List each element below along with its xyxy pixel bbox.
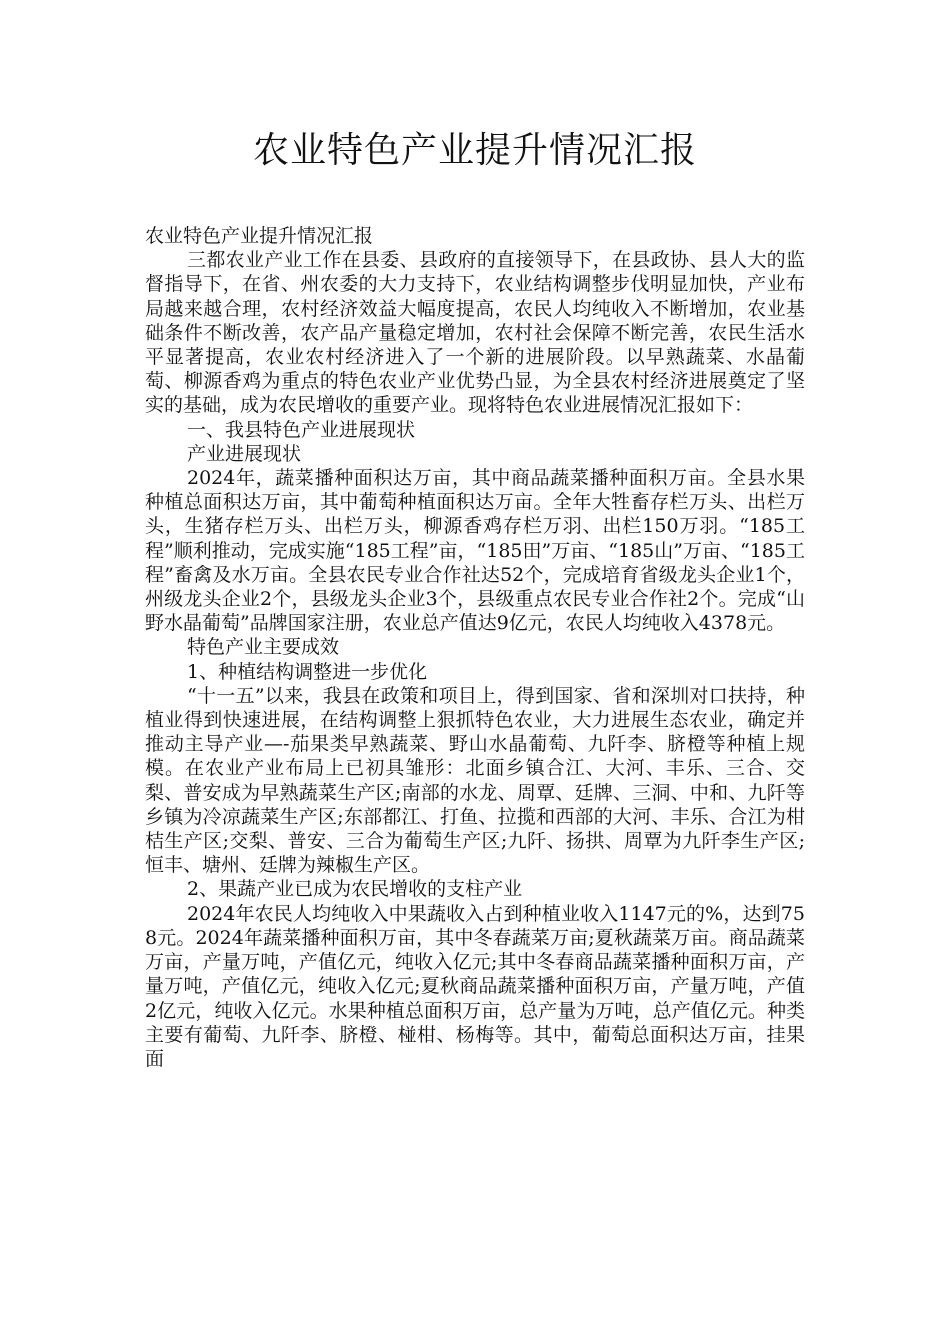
subheading-planting-structure: 1、种植结构调整进一步优化 [187, 660, 428, 683]
document-title: 农业特色产业提升情况汇报 [252, 130, 697, 171]
subheading-industry-status: 产业进展现状 [187, 442, 302, 465]
status-paragraph: 2024年，蔬菜播种面积达万亩，其中商品蔬菜播种面积万亩。全县水果种植总面积达万亩，其中葡萄种植面积达万亩。全年大牲畜存栏万头、出栏万头，生猪存栏万头、出栏万头，柳源香鸡存栏万羽、出栏150万羽。“185工程”顺利推动，完成实施“185工程”亩，“185田”万亩、“185山”万亩、“185工程”畜禽及水万亩。全县农民专业合作社达52个，完成培育省级龙头企业1个，州级龙头企业2个，县级龙头企业3个，县级重点农民专业合作社2个。完成“山野水晶葡萄”品牌国家注册，农业总产值达9亿元，农民人均纯收入4378元。 [145, 467, 805, 635]
body-subtitle: 农业特色产业提升情况汇报 [145, 225, 374, 247]
planting-paragraph: “十一五”以来，我县在政策和项目上，得到国家、省和深圳对口扶持，种植业得到快速进展，在结构调整上狠抓特色农业，大力进展生态农业，确定并推动主导产业—-茄果类早熟蔬菜、野山水晶葡萄、九阡李、脐橙等种植上规模。在农业产业布局上已初具雏形：北面乡镇合江、大河、丰乐、三合、交梨、普安成为早熟蔬菜生产区;南部的水龙、周覃、廷牌、三洞、中和、九阡等乡镇为冷凉蔬菜生产区;东部都江、打鱼、拉揽和西部的大河、丰乐、合江为柑桔生产区;交梨、普安、三合为葡萄生产区;九阡、扬拱、周覃为九阡李生产区;恒丰、塘州、廷牌为辣椒生产区。 [145, 684, 805, 877]
section-heading-status: 一、我县特色产业进展现状 [187, 418, 416, 441]
intro-paragraph: 三都农业产业工作在县委、县政府的直接领导下，在县政协、县人大的监督指导下，在省、州农委的大力支持下，农业结构调整步伐明显加快，产业布局越来越合理，农村经济效益大幅度提高，农民人均纯收入不断增加，农业基础条件不断改善，农产品产量稳定增加，农村社会保障不断完善，农民生活水平显著提高，农业农村经济进入了一个新的进展阶段。以早熟蔬菜、水晶葡萄、柳源香鸡为重点的特色农业产业优势凸显，为全县农村经济进展奠定了坚实的基础，成为农民增收的重要产业。现将特色农业进展情况汇报如下： [145, 249, 805, 417]
document-body [145, 224, 805, 1071]
subheading-achievements: 特色产业主要成效 [187, 636, 340, 659]
subheading-fruit-vegetable: 2、果蔬产业已成为农民增收的支柱产业 [187, 878, 523, 901]
fruit-vegetable-paragraph: 2024年农民人均纯收入中果蔬收入占到种植业收入1147元的%，达到758元。2024年蔬菜播种面积万亩，其中冬春蔬菜万亩;夏秋蔬菜万亩。商品蔬菜万亩，产量万吨，产值亿元，纯收入亿元;其中冬春商品蔬菜播种面积万亩，产量万吨，产值亿元，纯收入亿元;夏秋商品蔬菜播种面积万亩，产量万吨，产值2亿元，纯收入亿元。水果种植总面积万亩，总产量为万吨，总产值亿元。种类主要有葡萄、九阡李、脐橙、椪柑、杨梅等。其中，葡萄总面积达万亩，挂果面 [145, 902, 805, 1070]
